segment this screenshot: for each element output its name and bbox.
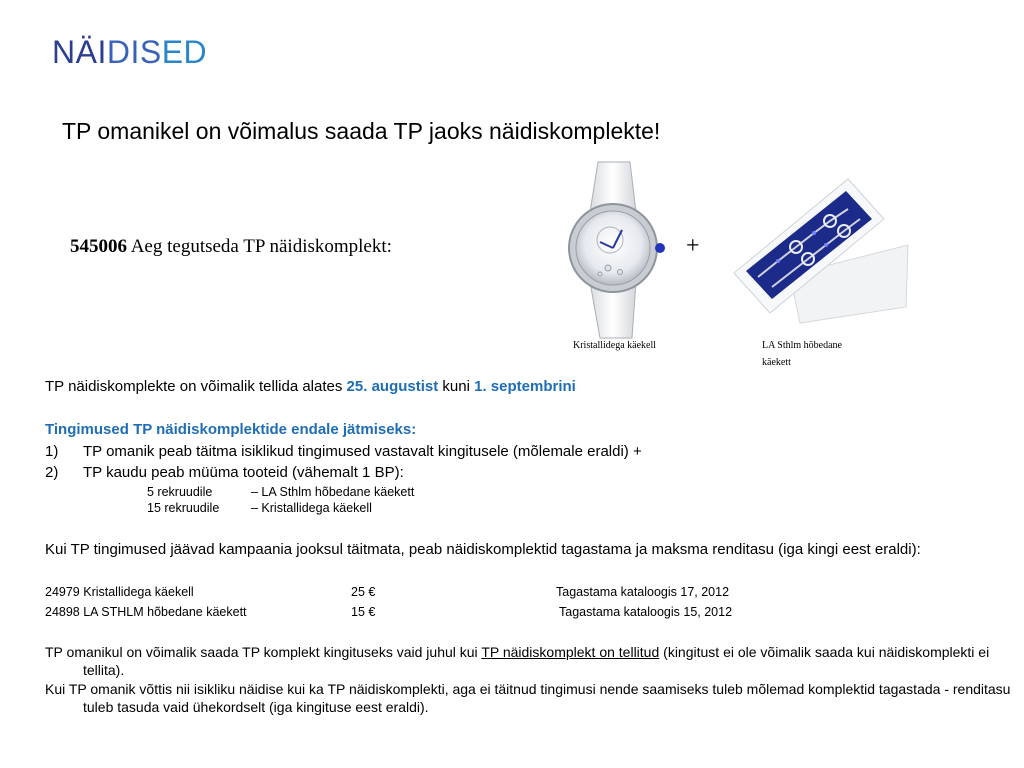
order-text: TP näidiskomplekte on võimalik tellida alates	[45, 378, 343, 395]
rental-row	[45, 605, 732, 619]
watch-caption: Kristallidega käekell	[573, 340, 657, 351]
bracelet-caption-line2: käekett	[762, 357, 791, 368]
condition-num: 1)	[45, 443, 59, 460]
condition-item-2	[45, 464, 404, 481]
rental-price: 25 €	[351, 585, 376, 599]
condition-text: TP omanik peab täitma isiklikud tingimused vastavalt kingitusele (mõlemale eraldi) +	[83, 443, 642, 460]
order-mid: kuni	[442, 378, 470, 395]
footer-paragraph-2: Kui TP omanik võttis nii isikliku näidise kui ka TP näidiskomplekti, aga ei täitnud tingimusi nende saamiseks tuleb mõlemad komplektid tagastada - renditasu tuleb tasuda vaid ühekordselt (iga kingituse eest eraldi).	[45, 681, 1011, 715]
conditions-heading: Tingimused TP näidiskomplektide endale jätmiseks:	[45, 421, 417, 438]
rental-item: 24898 LA STHLM hõbedane käekett	[45, 605, 247, 619]
watch-image	[560, 160, 672, 340]
page-title-text: NÄIDISED	[52, 34, 208, 70]
page-title	[52, 34, 207, 71]
kit-code: 545006	[70, 236, 127, 257]
rental-item: 24979 Kristallidega käekell	[45, 585, 194, 599]
bracelet-image	[730, 175, 910, 325]
condition-item-1	[45, 443, 642, 460]
order-date-to: 1. septembrini	[474, 378, 576, 395]
footer-p1-before: TP omanikul on võimalik saada TP komplekt kingituseks vaid juhul kui	[45, 644, 478, 660]
kit-line	[70, 236, 392, 258]
footer-p1-after: (kingitust ei ole võimalik saada kui näidiskomplekti ei tellita).	[83, 644, 990, 678]
condition-num: 2)	[45, 464, 59, 481]
recruit-count: 5 rekruudile	[147, 485, 213, 499]
recruit-row	[147, 501, 372, 515]
plus-sign: +	[686, 233, 700, 259]
footer-paragraph-1	[45, 643, 1023, 679]
recruit-reward: – LA Sthlm hõbedane käekett	[251, 485, 415, 499]
order-date-from: 25. augustist	[346, 378, 439, 395]
subtitle: TP omanikel on võimalus saada TP jaoks näidiskomplekte!	[62, 118, 661, 144]
failure-text: Kui TP tingimused jäävad kampaania jooksul täitmata, peab näidiskomplektid tagastama ja maksma renditasu (iga kingi eest eraldi):	[45, 541, 921, 558]
condition-text: TP kaudu peab müüma tooteid (vähemalt 1 BP):	[83, 464, 404, 481]
bracelet-caption-line1: LA Sthlm hõbedane	[762, 340, 842, 351]
recruit-row	[147, 485, 414, 499]
rental-note: Tagastama kataloogis 17, 2012	[556, 585, 730, 599]
recruit-count: 15 rekruudile	[147, 501, 220, 515]
recruit-reward: – Kristallidega käekell	[251, 501, 372, 515]
rental-note: Tagastama kataloogis 15, 2012	[559, 605, 733, 619]
order-period	[45, 378, 576, 395]
footer-p1-underlined: TP näidiskomplekt on tellitud	[481, 644, 660, 660]
rental-price: 15 €	[351, 605, 376, 619]
kit-text: Aeg tegutseda TP näidiskomplekt:	[130, 236, 392, 257]
rental-row	[45, 585, 729, 599]
